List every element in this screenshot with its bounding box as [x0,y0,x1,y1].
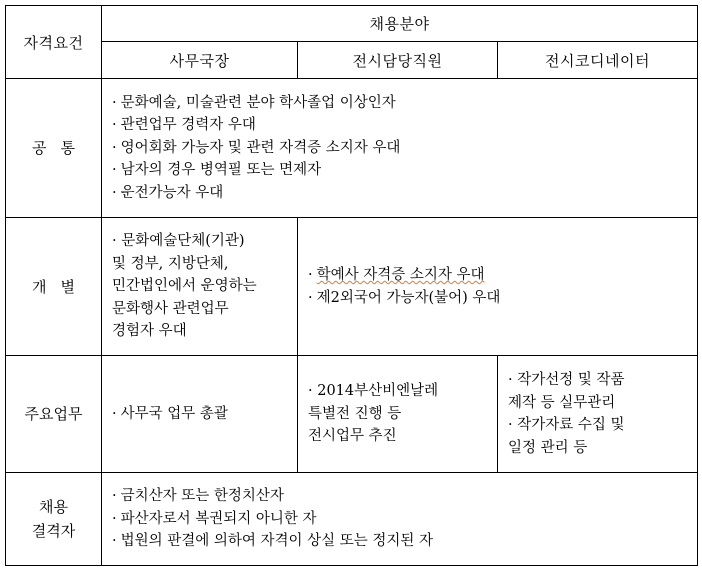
list-item: · 사무국 업무 총괄 [112,403,291,426]
text-line: · 작가자료 수집 및 [508,417,625,433]
common-requirements-list [102,92,697,205]
list-item: · 법원의 판결에 의하여 자격이 상실 또는 정지된 자 [112,530,691,553]
duties-secretary-general-list [102,403,297,426]
column-header-exhibition-coordinator [498,42,698,79]
column-header-exhibition-staff [298,42,498,79]
duties-exhibition-coordinator-text [498,369,697,459]
list-item-text: 학예사 자격증 소지자 우대 [316,267,485,283]
text-line: 제작 등 실무관리 [508,394,616,411]
list-item: · 파산자로서 복권되지 아니한 자 [112,508,691,531]
row-label-common [6,79,102,218]
row-label-individual-text: 개별 [32,277,89,296]
individual-secretary-general-text [102,230,297,343]
column-header-exhibition-staff-text: 전시담당직원 [352,51,443,70]
row-label-duties [6,356,102,473]
text-line: 일정 관리 등 [508,439,588,456]
common-requirements [102,79,698,218]
text-line: · 작가선정 및 작품 [508,372,625,388]
list-item: · 남자의 경우 병역필 또는 면제자 [112,159,691,182]
list-item: · 운전가능자 우대 [112,182,691,205]
list-item: · 제2외국어 가능자(불어) 우대 [308,287,691,310]
row-label-disqualification-line1: 채용 [39,498,68,516]
field-header-text: 채용분야 [369,15,430,33]
row-label-individual [6,218,102,356]
list-item: · 금치산자 또는 한정치산자 [112,485,691,508]
text-line: 경험자 우대 [112,323,187,340]
list-item [308,264,691,287]
list-item: · 영어회화 가능자 및 관련 자격증 소지자 우대 [112,137,691,160]
text-line: · 문화예술단체(기관) [112,233,245,250]
row-label-common-text: 공통 [32,139,89,157]
qualification-header-text: 자격요건 [23,33,84,52]
row-label-duties-text: 주요업무 [24,405,83,423]
column-header-exhibition-coordinator-text: 전시코디네이터 [545,51,650,70]
text-line: · 2014부산비엔날레 [308,383,439,400]
duties-secretary-general [102,356,298,473]
column-header-secretary-general-text: 사무국장 [169,51,230,70]
duties-exhibition-staff [298,356,498,473]
row-label-disqualification-line2: 결격자 [31,522,76,540]
duties-exhibition-coordinator [498,356,698,473]
text-line: 전시업무 추진 [308,428,397,445]
list-item: · 문화예술, 미술관련 분야 학사졸업 이상인자 [112,92,691,115]
text-line: 특별전 진행 등 [308,405,402,422]
text-line: 문화행사 관련업무 [112,300,229,317]
disqualification-conditions [102,473,698,566]
qualification-header [6,6,102,79]
text-line: 민간법인에서 운영하는 [112,278,257,295]
individual-secretary-general [102,218,298,356]
disqualification-conditions-list [102,485,697,553]
list-item: · 관련업무 경력자 우대 [112,114,691,137]
recruitment-requirements-table [5,5,698,566]
individual-exhibition-roles-list [298,264,697,309]
text-line: 및 정부, 지방단체, [112,255,229,272]
column-header-secretary-general [102,42,298,79]
field-header [102,6,698,42]
individual-exhibition-roles [298,218,698,356]
duties-exhibition-staff-text [298,380,497,448]
row-label-disqualification [6,473,102,566]
